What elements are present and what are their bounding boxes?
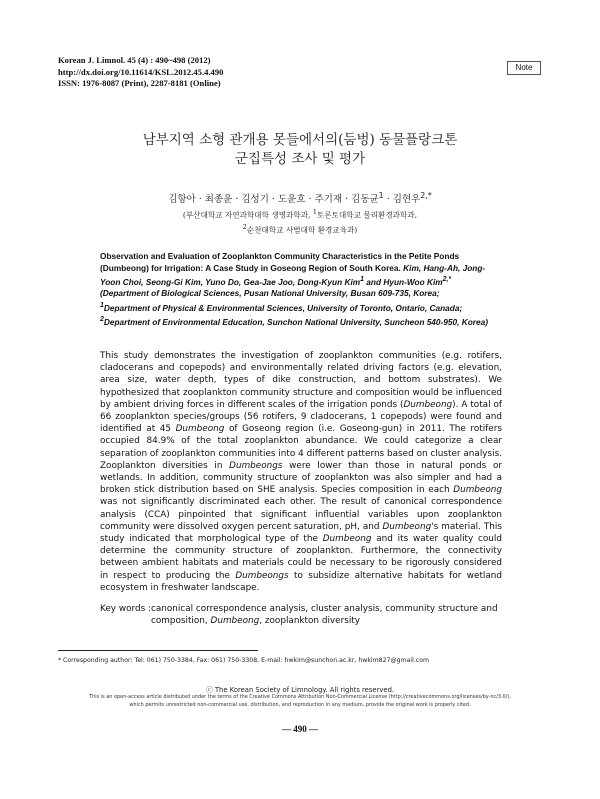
english-title: Observation and Evaluation of Zooplankton Community Characteristics in the Petite Ponds (Dumbeong) for Irrigation: A Case Study in Goseong Region of South Korea. bbox=[100, 251, 460, 273]
note-badge: Note bbox=[507, 61, 541, 75]
korean-affil-line2: $^2$순천대학교 사범대학 환경교육과) bbox=[242, 223, 358, 235]
english-affiliation: (Department of Biological Sciences, Pusan National University, Busan 609-735, Korea; bbox=[100, 288, 440, 299]
korean-title-line2: 군집특성 조사 및 평가 bbox=[234, 151, 366, 167]
license-line: which permits unrestricted non-commercial use, distribution, and reproduction in any medium, provide the original work is properly cited. bbox=[129, 701, 471, 708]
korean-author-sup: 2,* bbox=[420, 191, 432, 200]
corresponding-author-footnote: * Corresponding author: Tel: 061) 750-3384, Fax: 061) 750-3308, E-mail: hwkim@sunchon.ac.kr, hwkim827@gmail.com bbox=[58, 657, 430, 664]
journal-citation: Korean J. Limnol. 45 (4) : 490~498 (2012) bbox=[58, 55, 211, 65]
korean-author-sup: 1 bbox=[378, 191, 384, 200]
korean-affil-line1: (부산대학교 자연과학대학 생명과학과, $^1$토론토대학교 물리환경과학과, bbox=[182, 209, 418, 220]
license-text bbox=[0, 694, 600, 709]
korean-affiliations bbox=[0, 207, 600, 236]
korean-author-last: · 김현우 bbox=[383, 194, 421, 206]
english-title-block bbox=[100, 251, 502, 328]
korean-title-line1: 남부지역 소형 관개용 못들에서의(둠벙) 동물플랑크톤 bbox=[142, 132, 458, 148]
korean-author-names: 김항아 · 최종윤 · 김성기 · 도윤호 · 주기재 · 김동균 bbox=[168, 194, 379, 206]
english-title-authors bbox=[100, 251, 502, 300]
keywords-list: canonical correspondence analysis, cluster analysis, community structure and composition, Dumbeong, zooplankton diversity bbox=[150, 604, 498, 627]
english-authors: Kim, Hang-Ah, Jong-Yoon Choi, Seong-Gi Kim, Yuno Do, Gea-Jae Joo, Dong-Kyun Kim$^1$ and Hyun-Woo Kim$^{2,*}$ bbox=[100, 262, 486, 287]
korean-authors bbox=[0, 191, 600, 205]
abstract-text: This study demonstrates the investigation of zooplankton communities (e.g. rotifers, cladocerans and copepods) and environmentally related driving factors (e.g. elevation, area size, water depth, types of dike construction, and bottom substrates). We hypothesized that zooplankton community structure and composition would be influenced by ambient driving forces in different scales of the irrigation ponds (Dumbeong). A total of 66 zooplankton species/groups (56 rotifers, 9 cladocerans, 1 copepods) were found and identified at 45 Dumbeong of Goseong region (i.e. Goseong-gun) in 2011. The rotifers occupied 84.9% of the total zooplankton abundance. We could categorize a clear separation of zooplankton communities into 4 different patterns based on cluster analysis. Zooplankton diversities in Dumbeongs were lower than those in natural ponds or wetlands. In addition, community structure of zooplankton was also simpler and had a broken stick distribution based on SHE analysis. Species composition in each Dumbeong was not significantly discriminated each other. The result of canonical correspondence analysis (CCA) pinpointed that significant influential variables upon zooplankton community were dissolved oxygen percent saturation, pH, and Dumbeong's material. This study indicated that morphological type of the Dumbeong and its water quality could determine the community structure of zooplankton. Furthermore, the connectivity between ambient habitats and materials could be necessary to be rigorously considered in respect to producing the Dumbeongs to subsidize alternative habitats for wetland ecosystem in freshwater landscape. bbox=[100, 351, 503, 593]
journal-header bbox=[58, 55, 223, 90]
footnote-divider bbox=[58, 650, 258, 651]
abstract bbox=[100, 350, 502, 594]
copyright-line: ⓒ The Korean Society of Limnology. All rights reserved. bbox=[205, 686, 395, 694]
issn-line: ISSN: 1976-8087 (Print), 2287-8181 (Online) bbox=[58, 78, 221, 88]
license-line: This is an open-access article distributed under the terms of the Creative Commons Attribution Non-Commercial License (http://creativecommons.org/licenses/by-nc/3.0/), bbox=[89, 694, 511, 700]
keywords bbox=[100, 603, 502, 627]
korean-title bbox=[0, 131, 600, 169]
english-affiliation: $^1$Department of Physical & Environmental Sciences, University of Toronto, Ontario, Canada; bbox=[100, 301, 463, 313]
doi-link[interactable]: http://dx.doi.org/10.11614/KSL.2012.45.4.490 bbox=[58, 66, 224, 77]
english-affiliation: $^2$Department of Environmental Education, Sunchon National University, Suncheon 540-950, Korea) bbox=[100, 316, 489, 327]
keywords-label: Key words : bbox=[100, 604, 151, 614]
page-number: — 490 — bbox=[282, 724, 318, 734]
